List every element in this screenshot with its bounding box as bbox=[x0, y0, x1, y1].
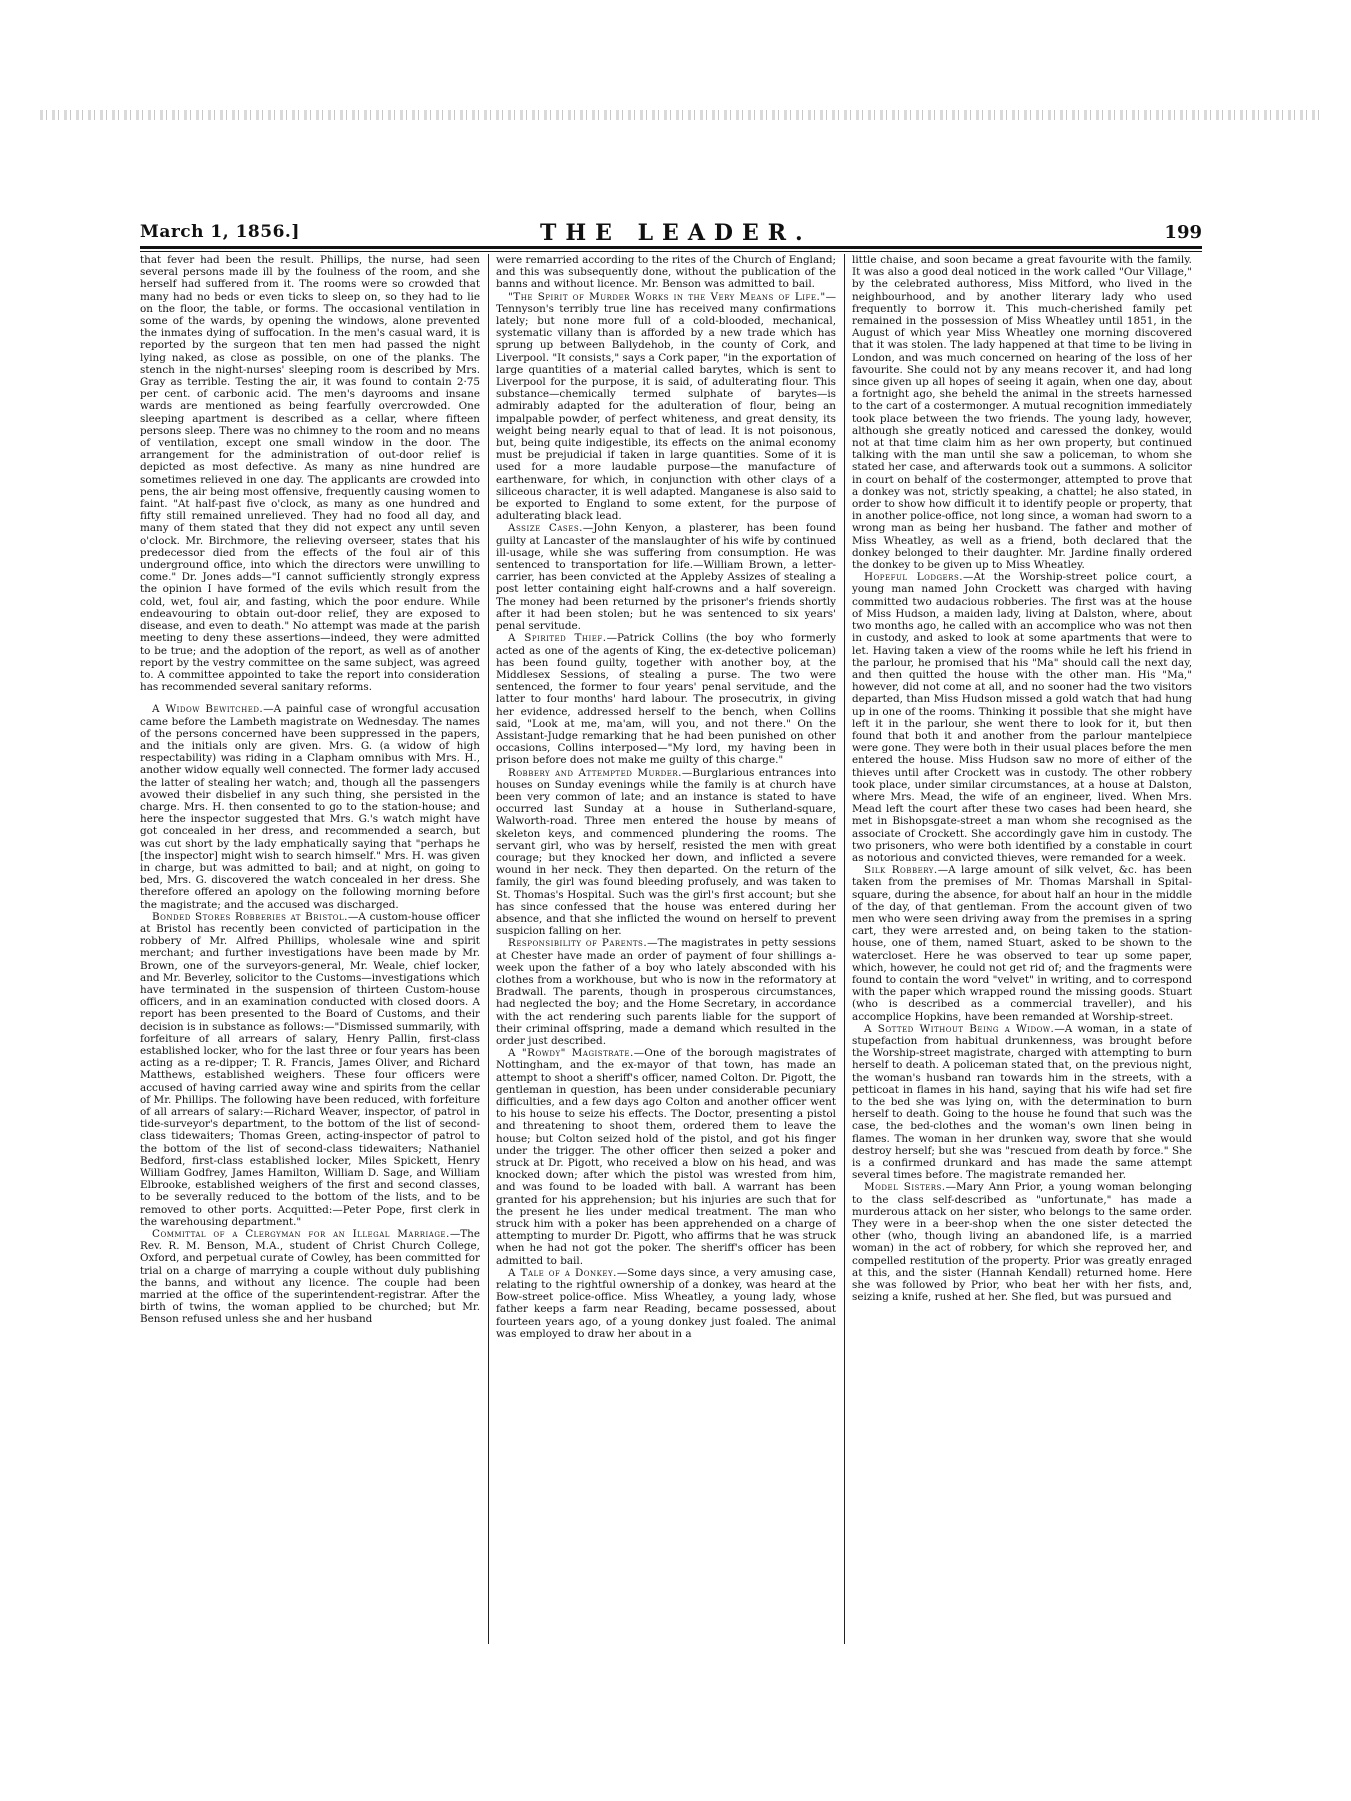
article-paragraph bbox=[496, 1047, 836, 1267]
article-paragraph bbox=[140, 254, 480, 693]
article-heading: Silk Robbery. bbox=[864, 864, 938, 877]
article-body: —Patrick Collins (the boy who formerly acted as one of the agents of King, the ex-detective policeman) has been found guilty, together with another boy, at the Middlesex Sessions, of stealing a purse. The two were sentenced, the former to four years' penal servitude, and the latter to four months' hard labour. The prosecutrix, in giving her evidence, addressed herself to the bench, when Collins said, "Look at me, ma'am, will you, and not there." On the Assistant-Judge remarking that he had been punished on other occasions, Collins interposed—"My lord, my having been in prison before does not make me guilty of this charge." bbox=[496, 632, 836, 767]
article-paragraph bbox=[852, 1181, 1192, 1303]
column-2 bbox=[496, 254, 836, 1644]
article-paragraph bbox=[496, 522, 836, 632]
article-paragraph bbox=[852, 571, 1192, 864]
article-paragraph bbox=[496, 254, 836, 291]
article-paragraph bbox=[852, 1023, 1192, 1182]
article-heading: Committal of a Clergyman for an Illegal Marriage. bbox=[152, 1228, 450, 1241]
article-body: —John Kenyon, a plasterer, has been found guilty at Lancaster of the manslaughter of his wife by continued ill-usage, while she was suffering from consumption. He was sentenced to transportation for life.—William Brown, a letter-carrier, has been convicted at the Appleby Assizes of stealing a post letter containing eight half-crowns and a half sovereign. The money had been returned by the prisoner's friends shortly after it had been stolen; but he was sentenced to six years' penal servitude. bbox=[496, 522, 836, 633]
article-body: —At the Worship-street police court, a young man named John Crockett was charged with having committed two audacious robberies. The first was at the house of Miss Hudson, a maiden lady, living at Dalston, where, about two months ago, he called with an accomplice who was not then in custody, and asked to look at some apartments that were to let. Having taken a view of the rooms while he left his friend in the parlour, he promised that his "Ma" should call the next day, and then quitted the house with the other man. His "Ma," however, did not come at all, and no sooner had the two visitors departed, than Miss Hudson missed a gold watch that had hung up in one of the rooms. Thinking it possible that she might have left it in the parlour, she went there to look for it, but then found that both it and another from the parlour mantelpiece were gone. They were both in their usual places before the men entered the house. Miss Hudson saw no more of either of the thieves until after Crockett was in custody. The other robbery took place, under similar circumstances, at a house at Dalston, where Mrs. Mead, the wife of an engineer, lived. When Mrs. Mead left the court after these two cases had been heard, she met in Bishopsgate-street a man whom she recognised as the associate of Crockett. She accordingly gave him in custody. The two prisoners, who were both identified by a constable in court as notorious and convicted thieves, were remanded for a week. bbox=[852, 571, 1192, 864]
article-paragraph bbox=[852, 254, 1192, 571]
article-paragraph bbox=[852, 864, 1192, 1023]
article-body: —A woman, in a state of stupefaction from habitual drunkenness, was brought before the Worship-street magistrate, charged with attempting to burn herself to death. A policeman stated that, on the previous night, the woman's husband ran towards him in the streets, with a petticoat in flames in his hand, saying that his wife had set fire to the bed she was lying on, with the determination to burn herself to death. Going to the house he found that such was the case, the bed-clothes and the woman's own linen being in flames. The woman in her drunken way, swore that she would destroy herself; but she was "rescued from death by force." She is a confirmed drunkard and has made the same attempt several times before. The magistrate remanded her. bbox=[852, 1022, 1192, 1182]
article-heading: A Widow Bewitched. bbox=[152, 703, 264, 716]
article-paragraph bbox=[140, 1228, 480, 1326]
article-body: —Mary Ann Prior, a young woman belonging to the class self-described as "unfortunate," has made a murderous attack on her sister, who belongs to the same order. They were in a beer-shop when the one sister detected the other (who, though living an abandoned life, is a married woman) in the act of robbery, for which she reproved her, and compelled restitution of the property. Prior was greatly enraged at this, and the sister (Hannah Kendall) returned home. Here she was followed by Prior, who beat her with her fists, and, seizing a knife, rushed at her. She fled, but was pursued and bbox=[852, 1181, 1192, 1304]
article-body: —Burglarious entrances into houses on Sunday evenings while the family is at church have been very common of late; and an instance is stated to have occurred last Sunday at a house in Sutherland-square, Walworth-road. Three men entered the house by means of skeleton keys, and commenced plundering the rooms. The servant girl, who was by herself, resisted the men with great courage; but they knocked her down, and inflicted a severe wound in her neck. They then departed. On the return of the family, the girl was found bleeding profusely, and was taken to St. Thomas's Hospital. Such was the girl's first account; but she has since confessed that the house was entered during her absence, and that she inflicted the wound on herself to prevent suspicion falling on her. bbox=[496, 766, 836, 938]
column-3 bbox=[852, 254, 1192, 1644]
article-body: —A painful case of wrongful accusation came before the Lambeth magistrate on Wednesday. The names of the persons concerned have been suppressed in the papers, and the initials only are given. Mrs. G. (a widow of high respectability) was riding in a Clapham omnibus with Mrs. H., another widow equally well connected. The former lady accused the latter of stealing her watch; and, though all the passengers avowed their disbelief in any such thing, she persisted in the charge. Mrs. H. then consented to go to the station-house; and here the inspector suggested that Mrs. G.'s watch might have got concealed in her dress, and recommended a search, but was cut short by the lady emphatically saying that "perhaps he [the inspector] might wish to search himself." Mrs. H. was given in charge, but was admitted to bail; and at night, on going to bed, Mrs. G. discovered the watch concealed in her dress. She therefore offered an apology on the following morning before the magistrate; and the accused was discharged. bbox=[140, 703, 480, 911]
article-heading: Model Sisters. bbox=[864, 1181, 946, 1194]
article-heading: Hopeful Lodgers. bbox=[864, 571, 964, 584]
article-columns bbox=[140, 254, 1202, 1644]
column-1 bbox=[140, 254, 480, 1644]
scan-artifact bbox=[40, 110, 1320, 120]
article-body: that fever had been the result. Phillips, the nurse, had seen several persons made ill by the foulness of the room, and she herself had suffered from it. The rooms were so crowded that many had no beds or even ticks to sleep on, so they had to lie on the floor, the table, or forms. The occasional ventilation in some of the wards, by opening the windows, alone prevented the inmates dying of suffocation. In the men's casual ward, it is reported by the surgeon that ten men had passed the night lying naked, as close as possible, on one of the planks. The stench in the night-nurses' sleeping room is described by Mrs. Gray as terrible. Testing the air, it was found to contain 2·75 per cent. of carbonic acid. The men's dayrooms and insane wards are mentioned as being fearfully overcrowded. One sleeping apartment is described as a cellar, where fifteen persons sleep. There was no chimney to the room and no means of ventilation, except one small window in the door. The arrangement for the administration of out-door relief is depicted as most defective. As many as nine hundred are sometimes relieved in one day. The applicants are crowded into pens, the air being most offensive, frequently causing women to faint. "At half-past five o'clock, as many as one hundred and fifty still remained unrelieved. They had no food all day, and many of them stated that they did not expect any until seven o'clock. Mr. Birchmore, the relieving overseer, states that his predecessor died from the effects of the foul air of this underground office, into which the directors were unwilling to come." Dr. Jones adds—"I cannot sufficiently strongly express the opinion I have formed of the evils which result from the cold, wet, foul air, and fasting, which the poor endure. While endeavouring to obtain out-door relief, they are exposed to disease, and even to death." No attempt was made at the parish meeting to deny these assertions—indeed, they were admitted to be true; and the adoption of the report, as well as of another report by the vestry committee on the same subject, was agreed to. A committee appointed to take the report into consideration has recommended several sanitary reforms. bbox=[140, 254, 480, 694]
article-paragraph bbox=[140, 911, 480, 1228]
article-body: —Some days since, a very amusing case, relating to the rightful ownership of a donkey, was heard at the Bow-street police-office. Miss Wheatley, a young lady, whose father keeps a farm near Reading, became possessed, about fourteen years ago, of a young donkey just foaled. The animal was employed to draw her about in a bbox=[496, 1266, 836, 1340]
article-paragraph bbox=[140, 703, 480, 910]
issue-date: March 1, 1856.] bbox=[140, 222, 300, 242]
article-heading: A Spirited Thief. bbox=[508, 632, 607, 645]
masthead-title: THE LEADER. bbox=[540, 220, 812, 246]
article-paragraph bbox=[496, 632, 836, 766]
page-number: 199 bbox=[1164, 222, 1202, 243]
article-body: —A custom-house officer at Bristol has recently been convicted of participation in the robbery of Mr. Alfred Phillips, wholesale wine and spirit merchant; and further investigations have been made by Mr. Brown, one of the surveyors-general, Mr. Weale, chief locker, and Mr. Beverley, solicitor to the Customs—investigations which have terminated in the suspension of thirteen Custom-house officers, and in an examination conducted with closed doors. A report has been presented to the Board of Customs, and their decision is in substance as follows:—"Dismissed summarily, with forfeiture of all arrears of salary, Henry Pallin, first-class established locker, who for the last three or four years has been acting as a re-dipper; T. R. Francis, James Oliver, and Richard Matthews, established weighers. These four officers were accused of having carried away wine and spirits from the cellar of Mr. Phillips. The following have been reduced, with forfeiture of all arrears of salary:—Richard Weaver, inspector, of patrol in tide-surveyor's department, to the bottom of the list of second-class tidewaiters; Thomas Green, acting-inspector of patrol to the bottom of the list of second-class tidewaiters; Nathaniel Bedford, first-class established locker, Miles Spickett, Henry William Godfrey, James Hamilton, William D. Sage, and William Elbrooke, established weighers of the first and second classes, to be severally reduced to the bottom of the lists, and to be removed to other ports. Acquitted:—Peter Pope, first clerk in the warehousing department." bbox=[140, 910, 480, 1228]
article-heading: A Tale of a Donkey. bbox=[508, 1266, 617, 1279]
article-body: little chaise, and soon became a great favourite with the family. It was also a good deal noticed in the work called "Our Village," by the celebrated authoress, Miss Mitford, who lived in the neighbourhood, and by another literary lady who used frequently to borrow it. This much-cherished family pet remained in the possession of Miss Wheatley until 1851, in the August of which year Miss Wheatley one morning discovered that it was stolen. The lady happened at that time to be living in London, and was much concerned on hearing of the loss of her favourite. She could not by any means recover it, and had long since given up all hopes of seeing it again, when one day, about a fortnight ago, she beheld the animal in the streets harnessed to the cart of a costermonger. A mutual recognition immediately took place between the two friends. The young lady, however, although she greatly noticed and caressed the donkey, would not at that time claim him as her own property, but continued talking with the man until she saw a policeman, to whom she stated her case, and afterwards took out a summons. A solicitor in court on behalf of the costermonger, attempted to prove that a donkey was not, strictly speaking, a chattel; he also stated, in order to show how difficult it to identify people or property, that in another police-office, not long since, a woman had sworn to a wrong man as being her husband. The father and mother of Miss Wheatley, as well as a friend, both declared that the donkey belonged to their daughter. Mr. Jardine finally ordered the donkey to be given up to Miss Wheatley. bbox=[852, 254, 1192, 572]
header-rule-thick bbox=[140, 246, 1202, 249]
article-body: —Tennyson's terribly true line has received many confirmations lately; but none more full of a cold-blooded, mechanical, systematic villany than is afforded by a new trade which has sprung up between Ballydehob, in the county of Cork, and Liverpool. "It consists," says a Cork paper, "in the exportation of large quantities of a material called barytes, which is sent to Liverpool for the purpose, it is said, of adulterating flour. This substance—chemically termed sulphate of barytes—is admirably adapted for the adulteration of flour, being an impalpable powder, of perfect whiteness, and great density, its weight being nearly equal to that of lead. It is not poisonous, but, being quite indigestible, its effects on the animal economy must be prejudicial if taken in large quantities. Some of it is used for a more laudable purpose—the manufacture of earthenware, for which, in conjunction with other clays of a siliceous character, it is well adapted. Manganese is also said to be exported to England to some extent, for the purpose of adulterating black lead. bbox=[496, 290, 836, 523]
article-heading: Responsibility of Parents. bbox=[508, 937, 648, 950]
article-heading: "The Spirit of Murder Works in the Very Means of Life." bbox=[508, 290, 826, 303]
article-body: —The Rev. R. M. Benson, M.A., student of Christ Church College, Oxford, and perpetual curate of Cowley, has been committed for trial on a charge of marrying a couple without duly publishing the banns, and without any licence. The couple had been married at the office of the superintendent-registrar. After the birth of twins, the woman applied to be churched; but Mr. Benson refused unless she and her husband bbox=[140, 1228, 480, 1326]
article-heading: Robbery and Attempted Murder. bbox=[508, 766, 682, 779]
article-paragraph bbox=[496, 1267, 836, 1340]
header-rule-thin bbox=[140, 251, 1202, 252]
article-body: —One of the borough magistrates of Nottingham, and the ex-mayor of that town, has made an attempt to shoot a sheriff's officer, named Colton. Dr. Pigott, the gentleman in question, has been under considerable pecuniary difficulties, and a few days ago Colton and another officer went to his house to seize his effects. The Doctor, presenting a pistol and threatening to shoot them, ordered them to leave the house; but Colton seized hold of the pistol, and got his finger under the trigger. The other officer then seized a poker and struck at Dr. Pigott, who received a blow on his head, and was knocked down; after which the pistol was wrested from him, and was found to be loaded with ball. A warrant has been granted for his apprehension; but his injuries are such that for the present he lies under medical treatment. The man who struck him with a poker has been apprehended on a charge of attempting to murder Dr. Pigott, who affirms that he was struck when he had not got the poker. The sheriff's officer has been admitted to bail. bbox=[496, 1047, 836, 1267]
article-body: —The magistrates in petty sessions at Chester have made an order of payment of four shillings a-week upon the father of a boy who lately absconded with his clothes from a workhouse, but who is now in the reformatory at Bradwall. The parents, though in prosperous circumstances, had neglected the boy; and the Home Secretary, in accordance with the act rendering such parents liable for the support of their criminal offspring, made a demand which resulted in the order just described. bbox=[496, 937, 836, 1047]
article-paragraph bbox=[496, 291, 836, 523]
article-heading: A "Rowdy" Magistrate. bbox=[508, 1047, 634, 1060]
article-paragraph bbox=[496, 937, 836, 1047]
article-body: —A large amount of silk velvet, &c. has been taken from the premises of Mr. Thomas Marshall in Spital-square, during the absence, for about half an hour in the middle of the day, of that gentleman. From the account given of two men who were seen driving away from the premises in a spring cart, they were arrested and, on being taken to the station-house, one of them, named Stuart, asked to be shown to the watercloset. Here he was observed to tear up some paper, which, however, he could not get rid of; and the fragments were found to contain the word "velvet" in writing, and to correspond with the paper which wrapped round the missing goods. Stuart (who is described as a commercial traveller), and his accomplice Hopkins, have been remanded at Worship-street. bbox=[852, 864, 1192, 1023]
page-header bbox=[140, 222, 1202, 244]
article-paragraph bbox=[496, 767, 836, 938]
article-body: were remarried according to the rites of the Church of England; and this was subsequently done, without the publication of the banns and without licence. Mr. Benson was admitted to bail. bbox=[496, 254, 836, 291]
article-heading: Assize Cases. bbox=[508, 522, 583, 535]
article-heading: A Sotted Without Being a Widow. bbox=[864, 1022, 1055, 1035]
article-heading: Bonded Stores Robberies at Bristol. bbox=[152, 910, 348, 923]
